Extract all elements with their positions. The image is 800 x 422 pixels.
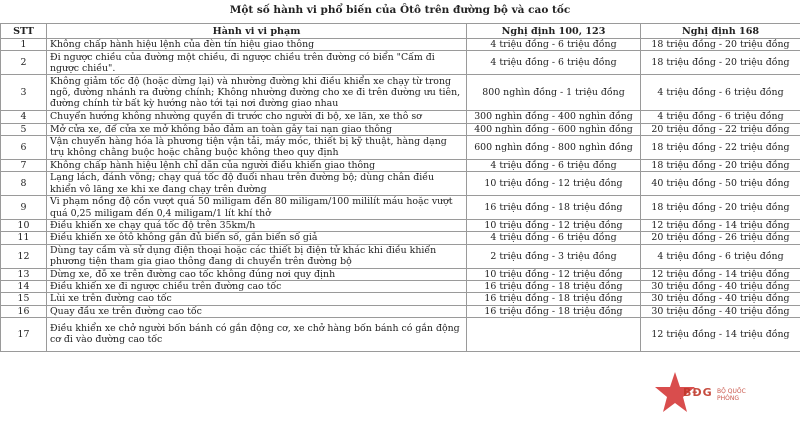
row-fine-old: 10 triệu đồng - 12 triệu đồng <box>467 172 641 196</box>
row-stt: 16 <box>1 305 47 317</box>
header-stt: STT <box>1 24 47 39</box>
table-row <box>1 293 800 305</box>
table-row <box>1 317 800 351</box>
row-fine-new: 40 triệu đồng - 50 triệu đồng <box>641 172 800 196</box>
row-stt: 9 <box>1 196 47 220</box>
row-behavior: Điều khiển xe ôtô không gắn đủ biển số, gắn biển số giả <box>47 232 467 244</box>
table-row <box>1 281 800 293</box>
row-fine-new: 30 triệu đồng - 40 triệu đồng <box>641 281 800 293</box>
row-behavior: Lạng lách, đánh võng; chạy quá tốc độ đuổi nhau trên đường bộ; dùng chân điều khiển vô lăng xe khi xe đang chạy trên đường <box>47 172 467 196</box>
table-row <box>1 135 800 159</box>
row-behavior: Đi ngược chiều của đường một chiều, đi ngược chiều trên đường có biển "Cấm đi ngược chiều". <box>47 51 467 75</box>
row-fine-new: 30 triệu đồng - 40 triệu đồng <box>641 305 800 317</box>
violations-table <box>0 23 800 352</box>
row-fine-old: 2 triệu đồng - 3 triệu đồng <box>467 244 641 268</box>
row-behavior: Điều khiển xe chạy quá tốc độ trên 35km/h <box>47 220 467 232</box>
row-fine-old: 16 triệu đồng - 18 triệu đồng <box>467 196 641 220</box>
row-fine-old: 16 triệu đồng - 18 triệu đồng <box>467 305 641 317</box>
header-row <box>1 24 800 39</box>
row-fine-new: 18 triệu đồng - 22 triệu đồng <box>641 135 800 159</box>
row-fine-old: 400 nghìn đồng - 600 nghìn đồng <box>467 123 641 135</box>
row-fine-new: 12 triệu đồng - 14 triệu đồng <box>641 317 800 351</box>
table-row <box>1 172 800 196</box>
row-fine-old: 10 triệu đồng - 12 triệu đồng <box>467 268 641 280</box>
row-behavior: Lùi xe trên đường cao tốc <box>47 293 467 305</box>
table-row <box>1 220 800 232</box>
row-stt: 13 <box>1 268 47 280</box>
row-fine-new: 20 triệu đồng - 22 triệu đồng <box>641 123 800 135</box>
row-fine-old: 4 triệu đồng - 6 triệu đồng <box>467 159 641 171</box>
row-stt: 7 <box>1 159 47 171</box>
row-fine-old: 10 triệu đồng - 12 triệu đồng <box>467 220 641 232</box>
row-fine-new: 18 triệu đồng - 20 triệu đồng <box>641 159 800 171</box>
row-fine-old <box>467 317 641 351</box>
row-fine-new: 4 triệu đồng - 6 triệu đồng <box>641 111 800 123</box>
row-behavior: Quay đầu xe trên đường cao tốc <box>47 305 467 317</box>
table-row <box>1 75 800 111</box>
watermark-logo <box>655 370 765 418</box>
header-decree-old: Nghị định 100, 123 <box>467 24 641 39</box>
table-row <box>1 268 800 280</box>
row-fine-old: 16 triệu đồng - 18 triệu đồng <box>467 281 641 293</box>
row-behavior: Chuyển hướng không nhường quyền đi trước cho người đi bộ, xe lăn, xe thô sơ <box>47 111 467 123</box>
row-behavior: Điều khiển xe đi ngược chiều trên đường cao tốc <box>47 281 467 293</box>
row-fine-new: 4 triệu đồng - 6 triệu đồng <box>641 75 800 111</box>
row-fine-new: 18 triệu đồng - 20 triệu đồng <box>641 51 800 75</box>
row-fine-old: 4 triệu đồng - 6 triệu đồng <box>467 39 641 51</box>
table-row <box>1 111 800 123</box>
row-behavior: Mở cửa xe, để cửa xe mở không bảo đảm an toàn gây tai nạn giao thông <box>47 123 467 135</box>
row-stt: 14 <box>1 281 47 293</box>
row-behavior: Không chấp hành hiệu lệnh chỉ dẫn của người điều khiển giao thông <box>47 159 467 171</box>
row-stt: 12 <box>1 244 47 268</box>
table-row <box>1 123 800 135</box>
table-row <box>1 244 800 268</box>
row-fine-new: 18 triệu đồng - 20 triệu đồng <box>641 39 800 51</box>
row-fine-new: 12 triệu đồng - 14 triệu đồng <box>641 220 800 232</box>
row-stt: 4 <box>1 111 47 123</box>
row-behavior: Không giảm tốc độ (hoặc dừng lại) và nhường đường khi điều khiển xe chạy từ trong ngõ, đường nhánh ra đường chính; Không nhường đường cho xe đi trên đường ưu tiên, đường chính từ bất kỳ hướng nào tới tại nơi đường giao nhau <box>47 75 467 111</box>
row-behavior: Vận chuyển hàng hóa là phương tiện vận tải, máy móc, thiết bị kỹ thuật, hàng dạng trụ không chằng buộc hoặc chằng buộc không theo quy định <box>47 135 467 159</box>
table-row <box>1 39 800 51</box>
row-fine-old: 800 nghìn đồng - 1 triệu đồng <box>467 75 641 111</box>
row-fine-old: 300 nghìn đồng - 400 nghìn đồng <box>467 111 641 123</box>
table-row <box>1 305 800 317</box>
row-fine-new: 20 triệu đồng - 26 triệu đồng <box>641 232 800 244</box>
row-fine-new: 4 triệu đồng - 6 triệu đồng <box>641 244 800 268</box>
row-stt: 8 <box>1 172 47 196</box>
table-title: Một số hành vi phổ biến của Ôtô trên đường bộ và cao tốc <box>229 4 571 16</box>
row-stt: 1 <box>1 39 47 51</box>
row-fine-old: 600 nghìn đồng - 800 nghìn đồng <box>467 135 641 159</box>
watermark-subtext: BỘ QUỐC PHÒNG <box>717 388 746 402</box>
row-behavior: Vi phạm nồng độ cồn vượt quá 50 miligam đến 80 miligam/100 mililít máu hoặc vượt quá 0,25 miligam đến 0,4 miligam/1 lít khí thở <box>47 196 467 220</box>
row-behavior: Dừng xe, đỗ xe trên đường cao tốc không đúng nơi quy định <box>47 268 467 280</box>
row-fine-new: 18 triệu đồng - 20 triệu đồng <box>641 196 800 220</box>
row-stt: 17 <box>1 317 47 351</box>
row-stt: 2 <box>1 51 47 75</box>
watermark-text: BĐG <box>683 386 713 399</box>
row-behavior: Dùng tay cầm và sử dụng điện thoại hoặc các thiết bị điện tử khác khi điều khiển phương tiện tham gia giao thông đang di chuyển trên đường bộ <box>47 244 467 268</box>
row-behavior: Không chấp hành hiệu lệnh của đèn tín hiệu giao thông <box>47 39 467 51</box>
row-fine-new: 30 triệu đồng - 40 triệu đồng <box>641 293 800 305</box>
row-behavior: Điều khiển xe chở người bốn bánh có gắn động cơ, xe chở hàng bốn bánh có gắn động cơ đi vào đường cao tốc <box>47 317 467 351</box>
row-stt: 3 <box>1 75 47 111</box>
table-row <box>1 51 800 75</box>
row-stt: 15 <box>1 293 47 305</box>
row-stt: 11 <box>1 232 47 244</box>
header-behavior: Hành vi vi phạm <box>47 24 467 39</box>
row-fine-old: 4 triệu đồng - 6 triệu đồng <box>467 232 641 244</box>
row-stt: 6 <box>1 135 47 159</box>
table-row <box>1 232 800 244</box>
table-row <box>1 196 800 220</box>
header-decree-new: Nghị định 168 <box>641 24 800 39</box>
row-stt: 10 <box>1 220 47 232</box>
row-stt: 5 <box>1 123 47 135</box>
table-row <box>1 159 800 171</box>
row-fine-old: 16 triệu đồng - 18 triệu đồng <box>467 293 641 305</box>
row-fine-old: 4 triệu đồng - 6 triệu đồng <box>467 51 641 75</box>
row-fine-new: 12 triệu đồng - 14 triệu đồng <box>641 268 800 280</box>
